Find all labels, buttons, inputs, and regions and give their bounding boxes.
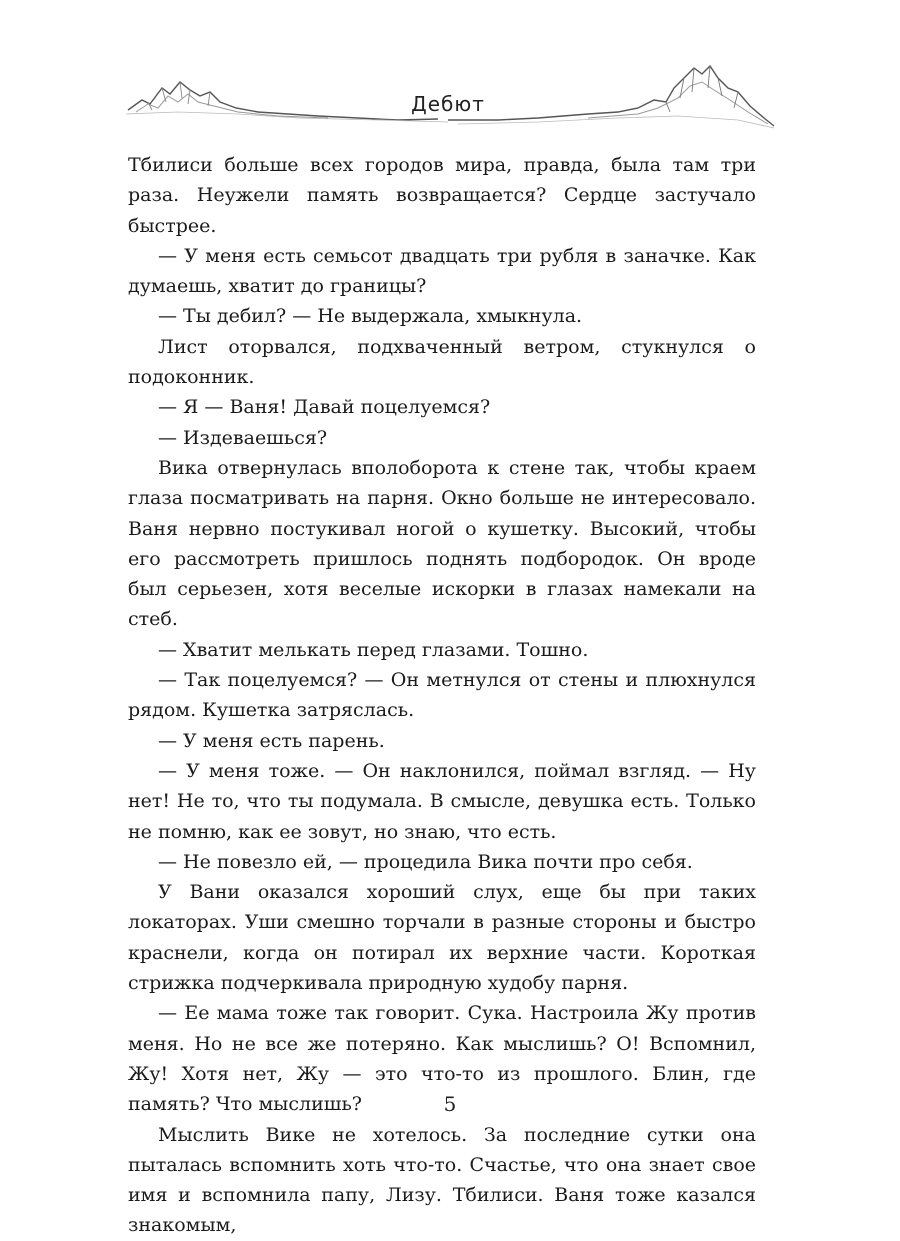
running-header bbox=[118, 52, 778, 138]
paragraph: — У меня тоже. — Он наклонился, поймал взгляд. — Ну нет! Не то, что ты подумала. В смысле, девушка есть. Только не помню, как ее зовут, но знаю, что есть. bbox=[128, 759, 756, 843]
paragraph: Лист оторвался, подхваченный ветром, стукнулся о подоконник. bbox=[128, 335, 756, 389]
paragraph: — У меня есть семьсот двадцать три рубля в заначке. Как думаешь, хватит до границы? bbox=[128, 244, 756, 298]
paragraph: Мыслить Вике не хотелось. За последние сутки она пыталась вспомнить хоть что-то. Счастье, что она знает свое имя и вспомнила папу, Лизу. Тбилиси. Ваня тоже казался знакомым, bbox=[128, 1123, 756, 1237]
paragraph: — Ее мама тоже так говорит. Сука. Настроила Жу против меня. Но не все же потеряно. Как мыслишь? О! Вспомнил, Жу! Хотя нет, Жу — это что-то из прошлого. Блин, где память? Что мыслишь? bbox=[128, 1002, 756, 1116]
paragraph: — Ты дебил? — Не выдержала, хмыкнула. bbox=[158, 305, 583, 328]
paragraph: У Вани оказался хороший слух, еще бы при таких локаторах. Уши смешно торчали в разные стороны и быстро краснели, когда он потирал их верхние части. Короткая стрижка подчеркивала природную худобу парня. bbox=[128, 881, 756, 995]
paragraph: — Не повезло ей, — процедила Вика почти про себя. bbox=[158, 850, 693, 873]
paragraph: — Хватит мелькать перед глазами. Тошно. bbox=[158, 638, 589, 661]
paragraph: — Издеваешься? bbox=[158, 426, 328, 449]
paragraph: — Так поцелуемся? — Он метнулся от стены и плюхнулся рядом. Кушетка затряслась. bbox=[128, 669, 756, 722]
page-number: 5 bbox=[443, 1092, 457, 1116]
running-title: Дебют bbox=[411, 92, 485, 116]
paragraph: — У меня есть парень. bbox=[158, 729, 385, 752]
page-body bbox=[128, 150, 756, 1241]
paragraph: Вика отвернулась вполоборота к стене так, чтобы краем глаза посматривать на парня. Окно больше не интересовало. Ваня нервно постукивал ногой о кушетку. Высокий, чтобы его рассмотреть пришлось поднять подбородок. Он вроде был серьезен, хотя веселые искорки в глазах намекали на стеб. bbox=[128, 456, 756, 631]
paragraph: — Я — Ваня! Давай поцелуемся? bbox=[158, 396, 491, 419]
paragraph: Тбилиси больше всех городов мира, правда, была там три раза. Неужели память возвращается? Сердце застучало быстрее. bbox=[128, 154, 756, 237]
